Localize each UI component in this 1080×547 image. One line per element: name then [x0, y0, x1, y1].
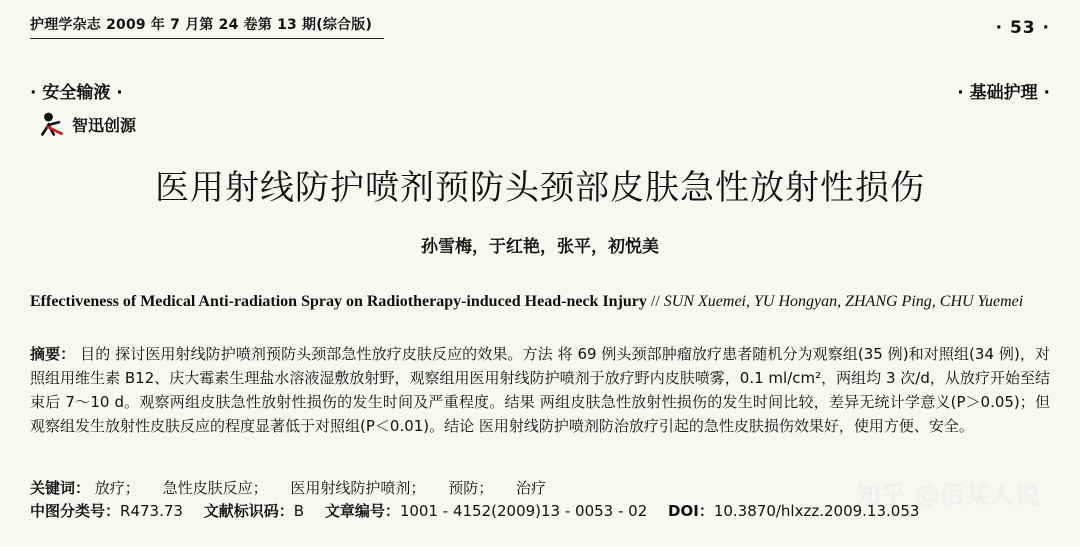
journal-header: 护理学杂志 2009 年 7 月第 24 卷第 13 期(综合版) — [30, 17, 373, 33]
classification-line — [30, 500, 1050, 521]
abstract-block — [30, 342, 1050, 438]
article-number-value: 1001 - 4152(2009)13 - 0053 - 02 — [399, 502, 648, 520]
person-logo-icon — [38, 110, 66, 138]
keyword-item: 预防； — [448, 479, 494, 497]
clc-value: R473.73 — [120, 502, 183, 520]
article-title: 医用射线防护喷剂预防头颈部皮肤急性放射性损伤 — [155, 168, 925, 208]
doi-value: 10.3870/hlxzz.2009.13.053 — [713, 502, 920, 520]
header-rule — [30, 38, 384, 39]
keyword-item: 医用射线防护喷剂； — [290, 479, 426, 497]
doi-label: DOI： — [668, 502, 714, 520]
english-title: Effectiveness of Medical Anti-radiation Spray on Radiotherapy-induced Head-neck Injury — [30, 293, 647, 310]
keyword-item: 放疗； — [94, 479, 140, 497]
english-authors: SUN Xuemei, YU Hongyan, ZHANG Ping, CHU Yuemei — [663, 293, 1024, 310]
abstract-text: 目的 探讨医用射线防护喷剂预防头颈部急性放疗皮肤反应的效果。方法 将 69 例头颈部肿瘤放疗患者随机分为观察组(35 例)和对照组(34 例)，对照组用维生素 B12、庆大霉素生理盐水溶液湿敷放射野，观察组用医用射线防护喷剂于放疗野内皮肤喷雾，0.1 ml/cm²，两组均 3 次/d，从放疗开始至结束后 7～10 d。观察两组皮肤急性放射性损伤的发生时间及严重程度。结果 两组皮肤急性放射性损伤的发生时间比较，差异无统计学意义(P＞0.05)；但观察组发生放射性皮肤反应的程度显著低于对照组(P＜0.01)。结论 医用射线防护喷剂防治放疗引起的急性皮肤损伤效果好，使用方便、安全。 — [30, 345, 1050, 435]
section-label-right: · 基础护理 · — [957, 83, 1050, 103]
page-number: · 53 · — [995, 18, 1050, 38]
clc-label: 中图分类号： — [30, 502, 121, 520]
section-label-left: · 安全输液 · — [30, 83, 123, 103]
doc-code-value: B — [293, 502, 305, 520]
article-authors: 孙雪梅，于红艳，张平，初悦美 — [421, 237, 659, 257]
english-citation — [30, 290, 1050, 314]
logo-text: 智迅创源 — [72, 115, 137, 135]
abstract-label: 摘要： — [30, 345, 76, 363]
keywords-label: 关键词： — [30, 479, 91, 497]
article-number-label: 文章编号： — [324, 502, 400, 520]
doc-code-label: 文献标识码： — [203, 502, 294, 520]
watermark-text: 知乎 @佰某人说 — [856, 481, 1040, 509]
keyword-item: 急性皮肤反应； — [162, 479, 268, 497]
brand-logo — [38, 110, 136, 138]
keyword-item: 治疗 — [515, 479, 546, 497]
english-separator: // — [650, 293, 664, 310]
keywords-line — [30, 477, 1050, 498]
